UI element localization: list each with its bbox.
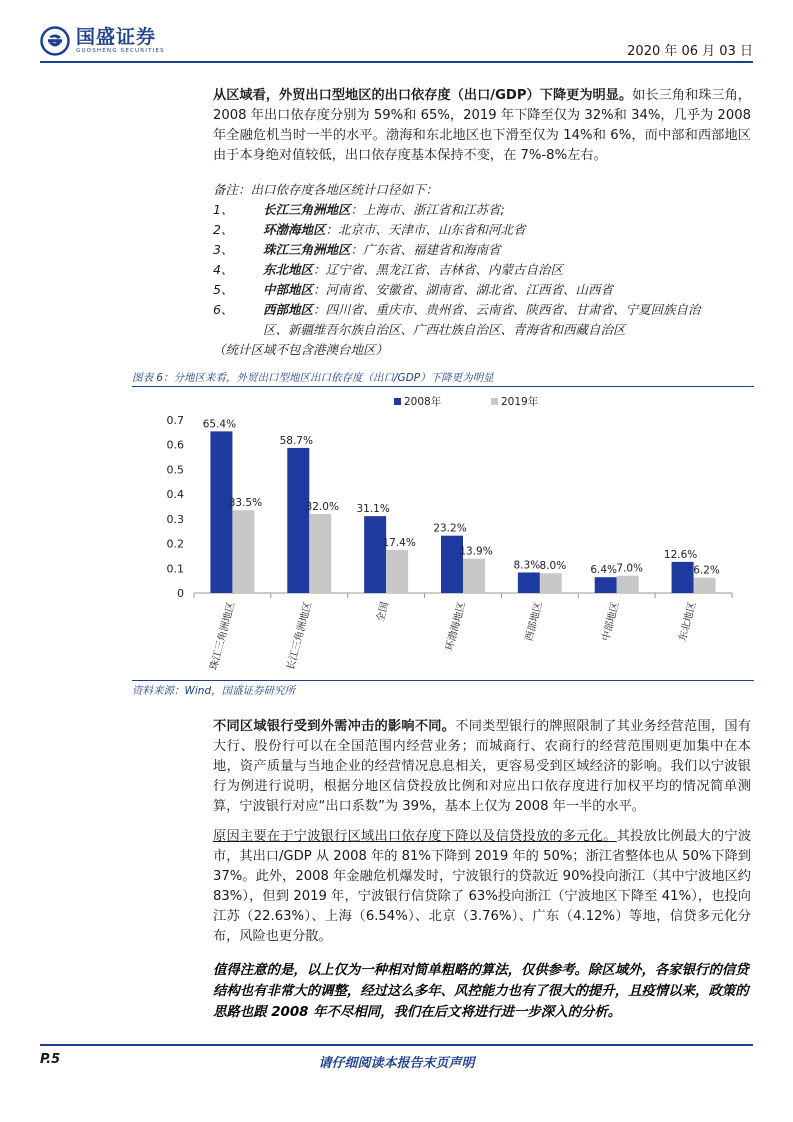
data-label: 33.5% [228,497,263,510]
legend-swatch [394,398,401,405]
y-tick-label: 0.1 [166,562,184,576]
note-item-continuation: 区、新疆维吾尔族自治区、广西壮族自治区、青海省和西藏自治区 [263,322,626,337]
y-axis [167,414,185,600]
data-label: 31.1% [356,503,390,516]
y-tick-label: 0.5 [166,463,184,477]
company-logo [40,24,165,58]
note-number: 1、 [213,202,234,217]
paragraph-bank-impact [213,717,751,817]
note-region: 长江三角洲地区 [263,202,351,217]
x-tick-label: 西部地区 [523,600,545,643]
x-tick-label: 东北地区 [677,600,699,643]
header-divider [40,61,753,63]
note-region: 西部地区 [263,302,314,317]
note-item [213,200,753,220]
data-labels [203,418,720,576]
figure-bottom-rule [132,680,754,681]
note-detail: ：四川省、重庆市、贵州省、云南省、陕西省、甘肃省、宁夏回族自治 [313,302,701,317]
logo-en-text: GUOSHENG SECURITIES [76,48,165,54]
bar [518,572,540,593]
note-detail: ：上海市、浙江省和江苏省; [350,202,505,217]
page-number: P.5 [40,1052,61,1067]
note-region: 东北地区 [263,262,314,277]
note-number: 5、 [213,282,234,297]
bar [441,536,463,593]
note-item [213,240,753,260]
legend-label: 2019年 [501,396,539,408]
footer-disclaimer: 请仔细阅读本报告末页声明 [318,1056,475,1071]
legend-swatch [491,398,498,405]
data-label: 32.0% [305,500,339,513]
bar [287,448,309,593]
y-tick-label: 0.2 [166,537,184,551]
y-tick-label: 0.4 [166,488,184,502]
bar [672,562,694,593]
note-item [213,280,753,300]
paragraph-body: 其投放比例最大的宁波市，其出口/GDP 从 2008 年的 81%下降到 2019 年的 50%；浙江省整体也从 50%下降到 37%。此外，2008 年金融危机爆发时，宁波银行的贷款近 90%投向浙江（其中宁波地区约 83%），但到 2019 年，宁波银行信贷除了 63%投向浙江（宁波地区下降至 41%），也投向江苏（22.63%）、上海（6.54%）、北京（3.76%）、广东（4.12%）等地，信贷多元化分布，风险也更分散。 [213,829,752,944]
x-tick-label: 珠江三角洲地区 [208,600,238,672]
paragraph-ningbo-reason [213,827,751,947]
bar [364,516,386,593]
x-axis [194,593,732,671]
bar [309,514,331,593]
notes-title: 备注：出口依存度各地区统计口径如下： [213,182,439,197]
y-tick-label: 0.6 [166,438,184,452]
chart-legend [394,395,539,408]
logo-icon [40,26,70,56]
paragraph-lead: 原因主要在于宁波银行区域出口依存度下降以及信贷投放的多元化。 [213,829,617,844]
figure-title: 图表 6：分地区来看，外贸出口型地区出口依存度（出口/GDP）下降更为明显 [132,372,494,384]
note-detail: ：北京市、天津市、山东省和河北省 [325,222,526,237]
caution-paragraph: 值得注意的是，以上仅为一种相对简单粗略的算法，仅供参考。除区域外，各家银行的信贷结构也有非常大的调整，经过这么多年、风控能力也有了很大的提升，且疫情以来，政策的思路也跟 2008 年不尽相同，我们在后文将进行进一步深入的分析。 [213,963,749,1020]
logo-cn-text: 国盛证券 [76,26,157,48]
notes-block [213,180,753,360]
paragraph-lead: 从区域看，外贸出口型地区的出口依存度（出口/GDP）下降更为明显。 [213,88,633,103]
bar [595,577,617,593]
data-label: 6.2% [693,564,720,577]
bar [463,559,485,593]
bar [617,576,639,593]
x-tick-label: 全国 [375,600,392,624]
data-label: 58.7% [279,434,313,447]
note-number: 3、 [213,242,234,257]
figure-source: 资料来源：Wind，国盛证券研究所 [132,685,296,697]
note-detail: ：广东省、福建省和海南省 [350,242,501,257]
note-number: 4、 [213,262,234,277]
note-region: 珠江三角洲地区 [263,242,351,257]
x-tick-label: 环渤海地区 [444,600,468,653]
note-number: 2、 [213,222,234,237]
bar [386,550,408,593]
note-number: 6、 [213,302,234,317]
x-tick-label: 长江三角洲地区 [285,600,315,672]
notes-footnote: （统计区域不包含港澳台地区） [213,342,389,357]
data-label: 8.3% [513,559,541,572]
bar [694,578,716,593]
bar [540,573,562,593]
x-tick-label: 中部地区 [600,600,622,643]
data-label: 65.4% [202,418,237,431]
y-tick-label: 0.7 [166,414,184,427]
paragraph-regional-dependency [213,86,751,166]
note-region: 环渤海地区 [263,222,326,237]
data-label: 6.4% [590,564,618,577]
paragraph-body: 不同类型银行的牌照限制了其业务经营范围，国有大行、股份行可以在全国范围内经营业务；而城商行、农商行的经营范围则更加集中在本地，资产质量与当地企业的经营情况息息相关，更容易受到区域经济的影响。我们以宁波银行为例进行说明，根据分地区信贷投放比例和对应出口依存度进行加权平均的情况简单测算，宁波银行对应“出口系数”为 39%，基本上仅为 2008 年一半的水平。 [213,719,752,814]
y-tick-label: 0.3 [166,512,184,526]
report-date: 2020 年 06 月 03 日 [627,44,753,59]
data-label: 17.4% [382,536,416,549]
note-item [213,260,753,280]
note-detail: ：辽宁省、黑龙江省、吉林省、内蒙古自治区 [313,262,564,277]
data-label: 8.0% [539,560,567,573]
note-item [213,220,753,240]
y-tick-label: 0 [177,587,184,600]
bar [232,510,254,593]
paragraph-lead: 不同区域银行受到外需冲击的影响不同。 [213,719,456,734]
note-detail: ：河南省、安徽省、湖南省、湖北省、江西省、山西省 [313,282,614,297]
bar-chart [132,386,754,680]
footer-divider [40,1044,753,1046]
data-label: 12.6% [663,548,698,561]
paragraph-body: 如长三角和珠三角，2008 年出口依存度分别为 59%和 65%，2019 年下降至仅为 32%和 34%，几乎为 2008 年全融危机当时一半的水平。渤海和东北地区也下滑至仅为 14%和 6%，而中部和西部地区由于本身绝对值较低，出口依存度基本保持不变，在 7%-8%左右。 [213,88,751,163]
data-label: 23.2% [433,522,467,535]
data-label: 13.9% [459,545,493,558]
legend-label: 2008年 [404,396,442,408]
data-label: 7.0% [616,562,644,575]
bar [210,431,232,593]
note-region: 中部地区 [263,282,314,297]
note-item [213,300,753,320]
